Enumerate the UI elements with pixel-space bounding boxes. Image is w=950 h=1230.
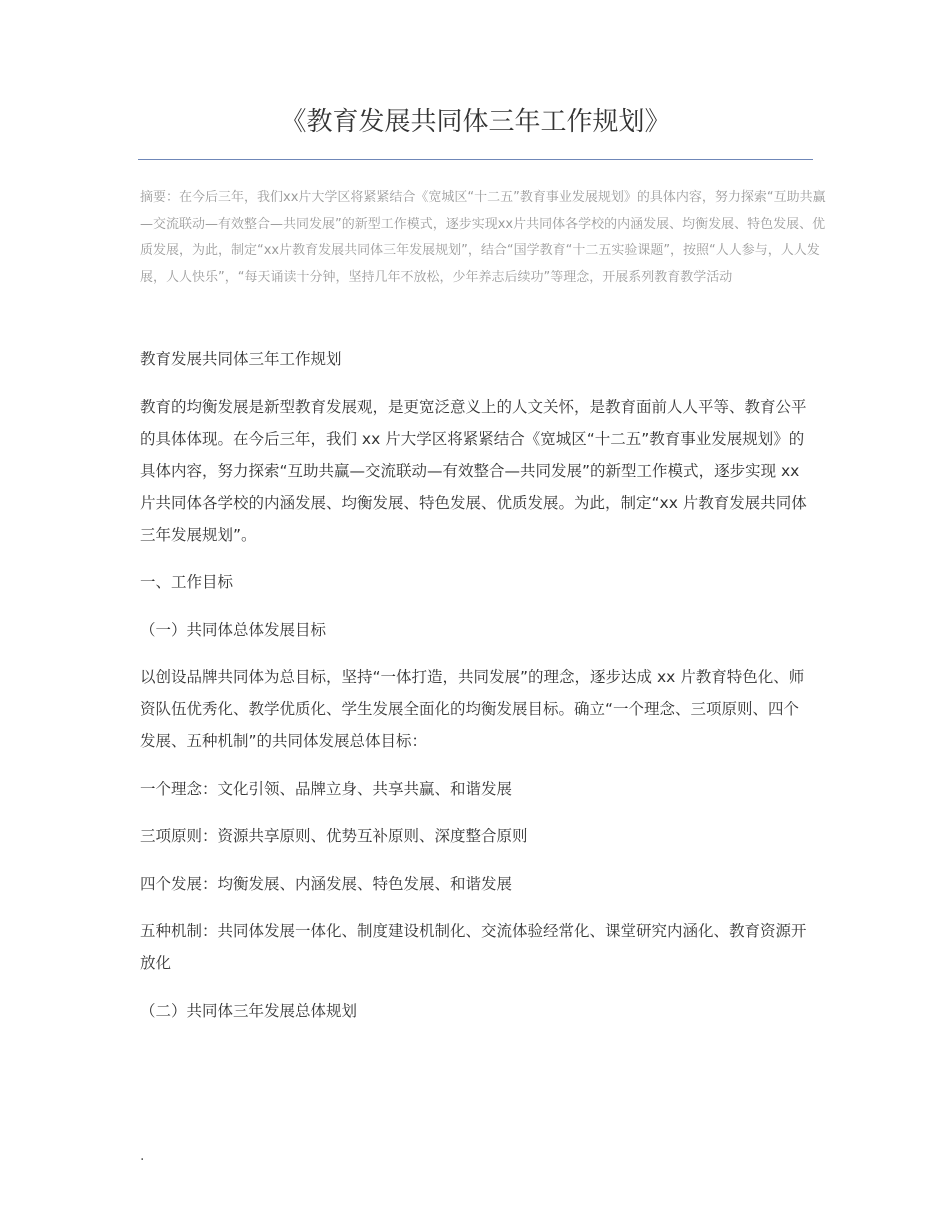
footer-mark: .: [140, 1148, 145, 1164]
intro-paragraph: 教育的均衡发展是新型教育发展观，是更宽泛意义上的人文关怀，是教育面前人人平等、教育公平的具体体现。在今后三年，我们 xx 片大学区将紧紧结合《宽城区“十二五”教育事业发展规划》的具体内容，努力探索“互助共赢—交流联动—有效整合—共同发展”的新型工作模式，逐步实现 xx 片共同体各学校的内涵发展、均衡发展、特色发展、优质发展。为此，制定“xx 片教育发展共同体三年发展规划”。: [140, 397, 807, 544]
abstract-text: 摘要：在今后三年，我们xx片大学区将紧紧结合《宽城区“十二五”教育事业发展规划》的具体内容，努力探索“互助共赢—交流联动—有效整合—共同发展”的新型工作模式，逐步实现xx片共同体各学校的内涵发展、均衡发展、特色发展、优质发展，为此，制定“xx片教育发展共同体三年发展规划”，结合“国学教育“十二五实验课题”，按照“人人参与，人人发展，人人快乐”，“每天诵读十分钟，坚持几年不放松，少年养志后续功”等理念，开展系列教育教学活动: [140, 190, 826, 285]
document-title: 《教育发展共同体三年工作规划》: [280, 107, 671, 137]
document-body: [140, 343, 812, 1042]
concept-line: 一个理念：文化引领、品牌立身、共享共赢、和谐发展: [140, 779, 513, 798]
subsection-heading-overall-goals: （一）共同体总体发展目标: [140, 620, 327, 639]
section-heading-goals: 一、工作目标: [140, 573, 234, 591]
goals-paragraph: 以创设品牌共同体为总目标，坚持“一体打造，共同发展”的理念，逐步达成 xx 片教育特色化、师资队伍优秀化、教学优质化、学生发展全面化的均衡发展目标。确立“一个理念、三项原则、四个发展、五种机制”的共同体发展总体目标：: [140, 668, 805, 750]
principles-line: 三项原则：资源共享原则、优势互补原则、深度整合原则: [140, 827, 528, 845]
mechanisms-line: 五种机制：共同体发展一体化、制度建设机制化、交流体验经常化、课堂研究内涵化、教育资源开放化: [140, 922, 807, 972]
abstract-block: [140, 185, 835, 291]
subsection-heading-three-year-plan: （二）共同体三年发展总体规划: [140, 1001, 358, 1020]
title-divider: [138, 159, 813, 160]
developments-line: 四个发展：均衡发展、内涵发展、特色发展、和谐发展: [140, 874, 513, 893]
section-heading: 教育发展共同体三年工作规划: [140, 350, 342, 368]
